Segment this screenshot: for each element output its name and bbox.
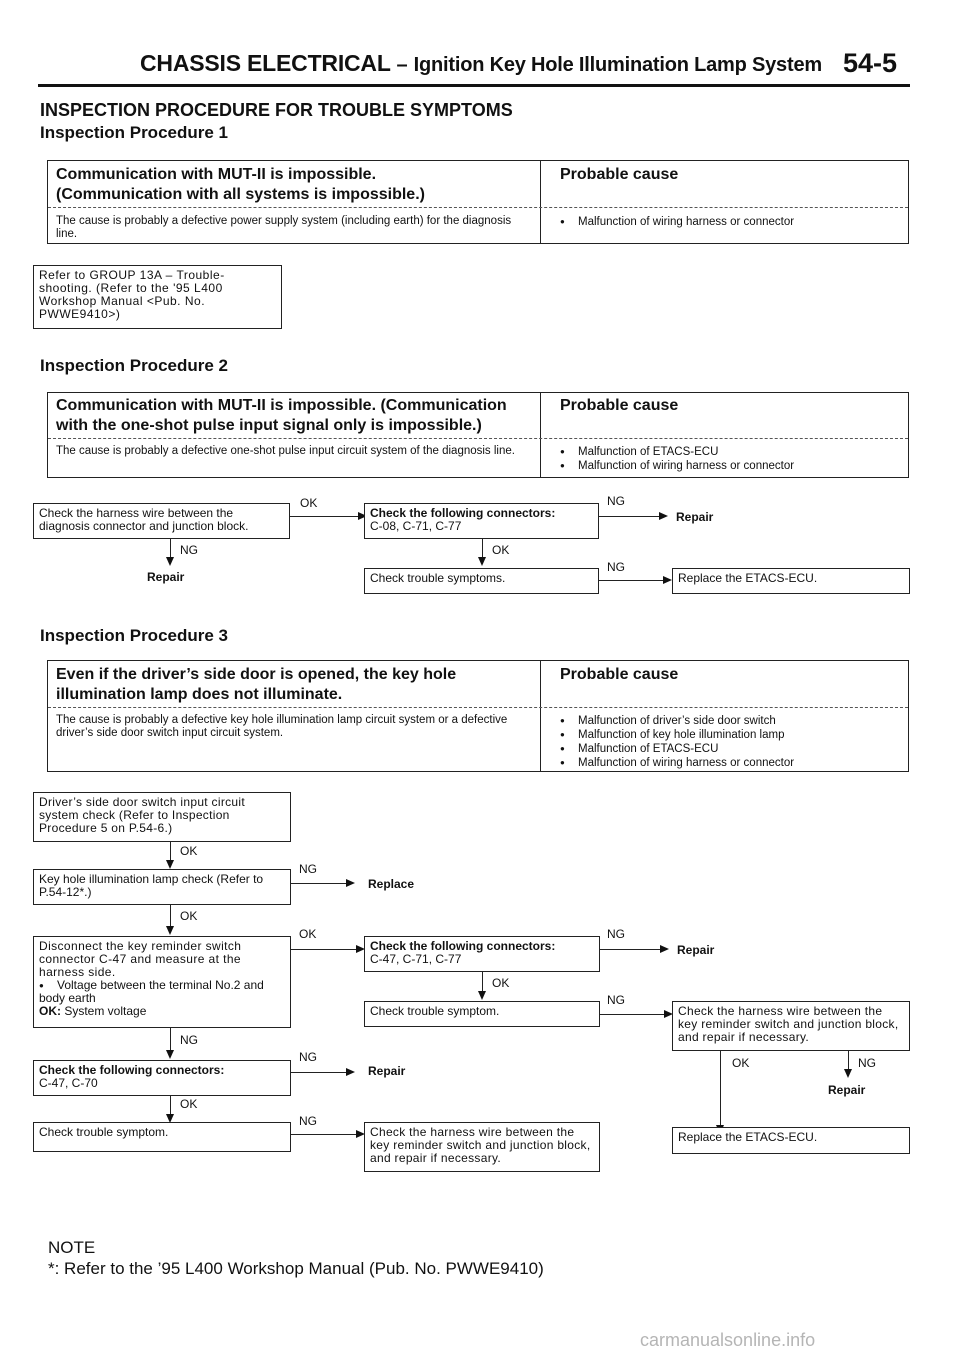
p2-ng-label: NG	[607, 560, 625, 574]
p3-check-trouble-b-box: Check trouble symptom.	[33, 1122, 291, 1152]
procedure3-cause: ● Malfunction of ETACS-ECU	[560, 742, 794, 756]
procedure2-title: Inspection Procedure 2	[40, 356, 228, 375]
p3-connectors-b-title: Check the following connectors:	[39, 1063, 225, 1077]
p3-connectors-a-title: Check the following connectors:	[370, 939, 556, 953]
procedure3-cause: ● Malfunction of driver’s side door switch	[560, 714, 794, 728]
p2-ok-label: OK	[492, 543, 510, 557]
p3-ok-label: OK	[299, 927, 317, 941]
header-rule	[38, 84, 910, 87]
note-title: NOTE	[48, 1238, 96, 1257]
p3-connectors-b-list: C-47, C-70	[39, 1076, 98, 1090]
p2-replace-ecu-box: Replace the ETACS-ECU.	[672, 568, 910, 594]
p3-ng-label: NG	[299, 1050, 317, 1064]
p3-disconnect-box	[33, 936, 291, 1028]
p3-ok-label: OK	[492, 976, 510, 990]
p3-ng-label: NG	[607, 993, 625, 1007]
procedure3-symptom-line1: Even if the driver’s side door is opened, the key hole	[56, 666, 457, 683]
procedure3-table	[47, 660, 909, 772]
header-separator: –	[396, 54, 408, 76]
p2-ng-label: NG	[607, 494, 625, 508]
p3-lamp-check-box: Key hole illumination lamp check (Refer to P.54-12*.)	[33, 869, 291, 905]
p2-check-trouble-box: Check trouble symptoms.	[364, 568, 599, 594]
p3-replace: Replace	[368, 877, 415, 891]
watermark: carmanualsonline.info	[640, 1330, 816, 1350]
p2-repair-right: Repair	[676, 510, 714, 524]
procedure1-symptom-line2: (Communication with all systems is impossible.)	[56, 186, 425, 203]
procedure2-probable-cause-header: Probable cause	[560, 397, 679, 414]
p3-connectors-a-box	[364, 936, 600, 972]
p3-ng-label: NG	[299, 1114, 317, 1128]
procedure2-symptom-line2: with the one-shot pulse input signal only is impossible.)	[56, 417, 482, 434]
procedure1-refer-box: Refer to GROUP 13A – Trouble-shooting. (Refer to the '95 L400 Workshop Manual <Pub. No. PWWE9410>)	[33, 265, 282, 329]
p2-ok-label: OK	[300, 496, 318, 510]
p3-disconnect-ok-value: System voltage	[64, 1004, 147, 1018]
p3-repair-b: Repair	[368, 1064, 406, 1078]
procedure1-title: Inspection Procedure 1	[40, 123, 228, 142]
p3-connectors-a-list: C-47, C-71, C-77	[370, 952, 462, 966]
p3-ok-label: OK	[180, 909, 198, 923]
procedure3-cause: ● Malfunction of key hole illumination lamp	[560, 728, 794, 742]
procedure2-table	[47, 392, 909, 478]
p3-ok-label: OK	[732, 1056, 750, 1070]
procedure1-probable-cause-header: Probable cause	[560, 166, 679, 183]
header-subtitle: Ignition Key Hole Illumination Lamp System	[413, 54, 822, 76]
page-number: 54-5	[843, 48, 898, 78]
p2-connectors-list: C-08, C-71, C-77	[370, 519, 462, 533]
p3-disconnect-text: Disconnect the key reminder switch connector C-47 and measure at the harness side.	[39, 939, 242, 979]
p2-repair-below: Repair	[147, 570, 185, 584]
p3-repair-a: Repair	[677, 943, 715, 957]
procedure3-probable-cause-header: Probable cause	[560, 666, 679, 683]
p3-disconnect-ok-label: OK:	[39, 1004, 61, 1018]
header-section: CHASSIS ELECTRICAL	[140, 50, 391, 76]
p2-check-connectors-box	[364, 503, 599, 539]
procedure3-symptom-line2: illumination lamp does not illuminate.	[56, 686, 343, 703]
p2-ng-label: NG	[180, 543, 198, 557]
procedure1-description: The cause is probably a defective power supply system (including earth) for the diagnosis line.	[56, 215, 512, 240]
procedure1-cause: ● Malfunction of wiring harness or connector	[560, 215, 794, 229]
p3-connectors-b-box	[33, 1060, 291, 1096]
main-title: INSPECTION PROCEDURE FOR TROUBLE SYMPTOMS	[40, 100, 513, 120]
procedure2-cause: ● Malfunction of wiring harness or connector	[560, 459, 794, 473]
p3-door-switch-box: Driver’s side door switch input circuit system check (Refer to Inspection Procedure 5 on P.54-6.)	[33, 792, 291, 842]
p3-ng-label: NG	[607, 927, 625, 941]
p3-ng-label: NG	[299, 862, 317, 876]
page-header	[140, 50, 822, 77]
procedure1-symptom-line1: Communication with MUT-II is impossible.	[56, 166, 377, 183]
procedure1-table	[47, 160, 909, 244]
p2-check-harness-box: Check the harness wire between the diagnosis connector and junction block.	[33, 503, 290, 539]
p3-ok-label: OK	[180, 844, 198, 858]
note-text: *: Refer to the ’95 L400 Workshop Manual (Pub. No. PWWE9410)	[48, 1259, 544, 1278]
procedure2-cause: ● Malfunction of ETACS-ECU	[560, 445, 794, 459]
note	[48, 1237, 544, 1279]
procedure3-title: Inspection Procedure 3	[40, 626, 228, 645]
p3-replace-ecu-box: Replace the ETACS-ECU.	[672, 1127, 910, 1154]
p3-ng-label: NG	[858, 1056, 876, 1070]
p3-check-trouble-a-box: Check trouble symptom.	[364, 1001, 600, 1027]
procedure2-symptom-line1: Communication with MUT-II is impossible. (Communication	[56, 397, 507, 414]
p2-connectors-title: Check the following connectors:	[370, 506, 556, 520]
procedure3-cause: ● Malfunction of wiring harness or connector	[560, 756, 794, 770]
p3-ok-label: OK	[180, 1097, 198, 1111]
p3-disconnect-bullet: ● Voltage between the terminal No.2 and body earth	[39, 979, 285, 1005]
p3-harness-bottom-box: Check the harness wire between the key reminder switch and junction block, and repair if necessary.	[364, 1122, 600, 1172]
p3-harness-right-box: Check the harness wire between the key reminder switch and junction block, and repair if necessary.	[672, 1001, 910, 1051]
p3-repair-right-below: Repair	[828, 1083, 866, 1097]
p3-ng-label: NG	[180, 1033, 198, 1047]
procedure2-description: The cause is probably a defective one-shot pulse input circuit system of the diagnosis line.	[56, 445, 515, 457]
procedure3-description: The cause is probably a defective key hole illumination lamp circuit system or a defective driver’s side door switch input circuit system.	[56, 714, 508, 739]
